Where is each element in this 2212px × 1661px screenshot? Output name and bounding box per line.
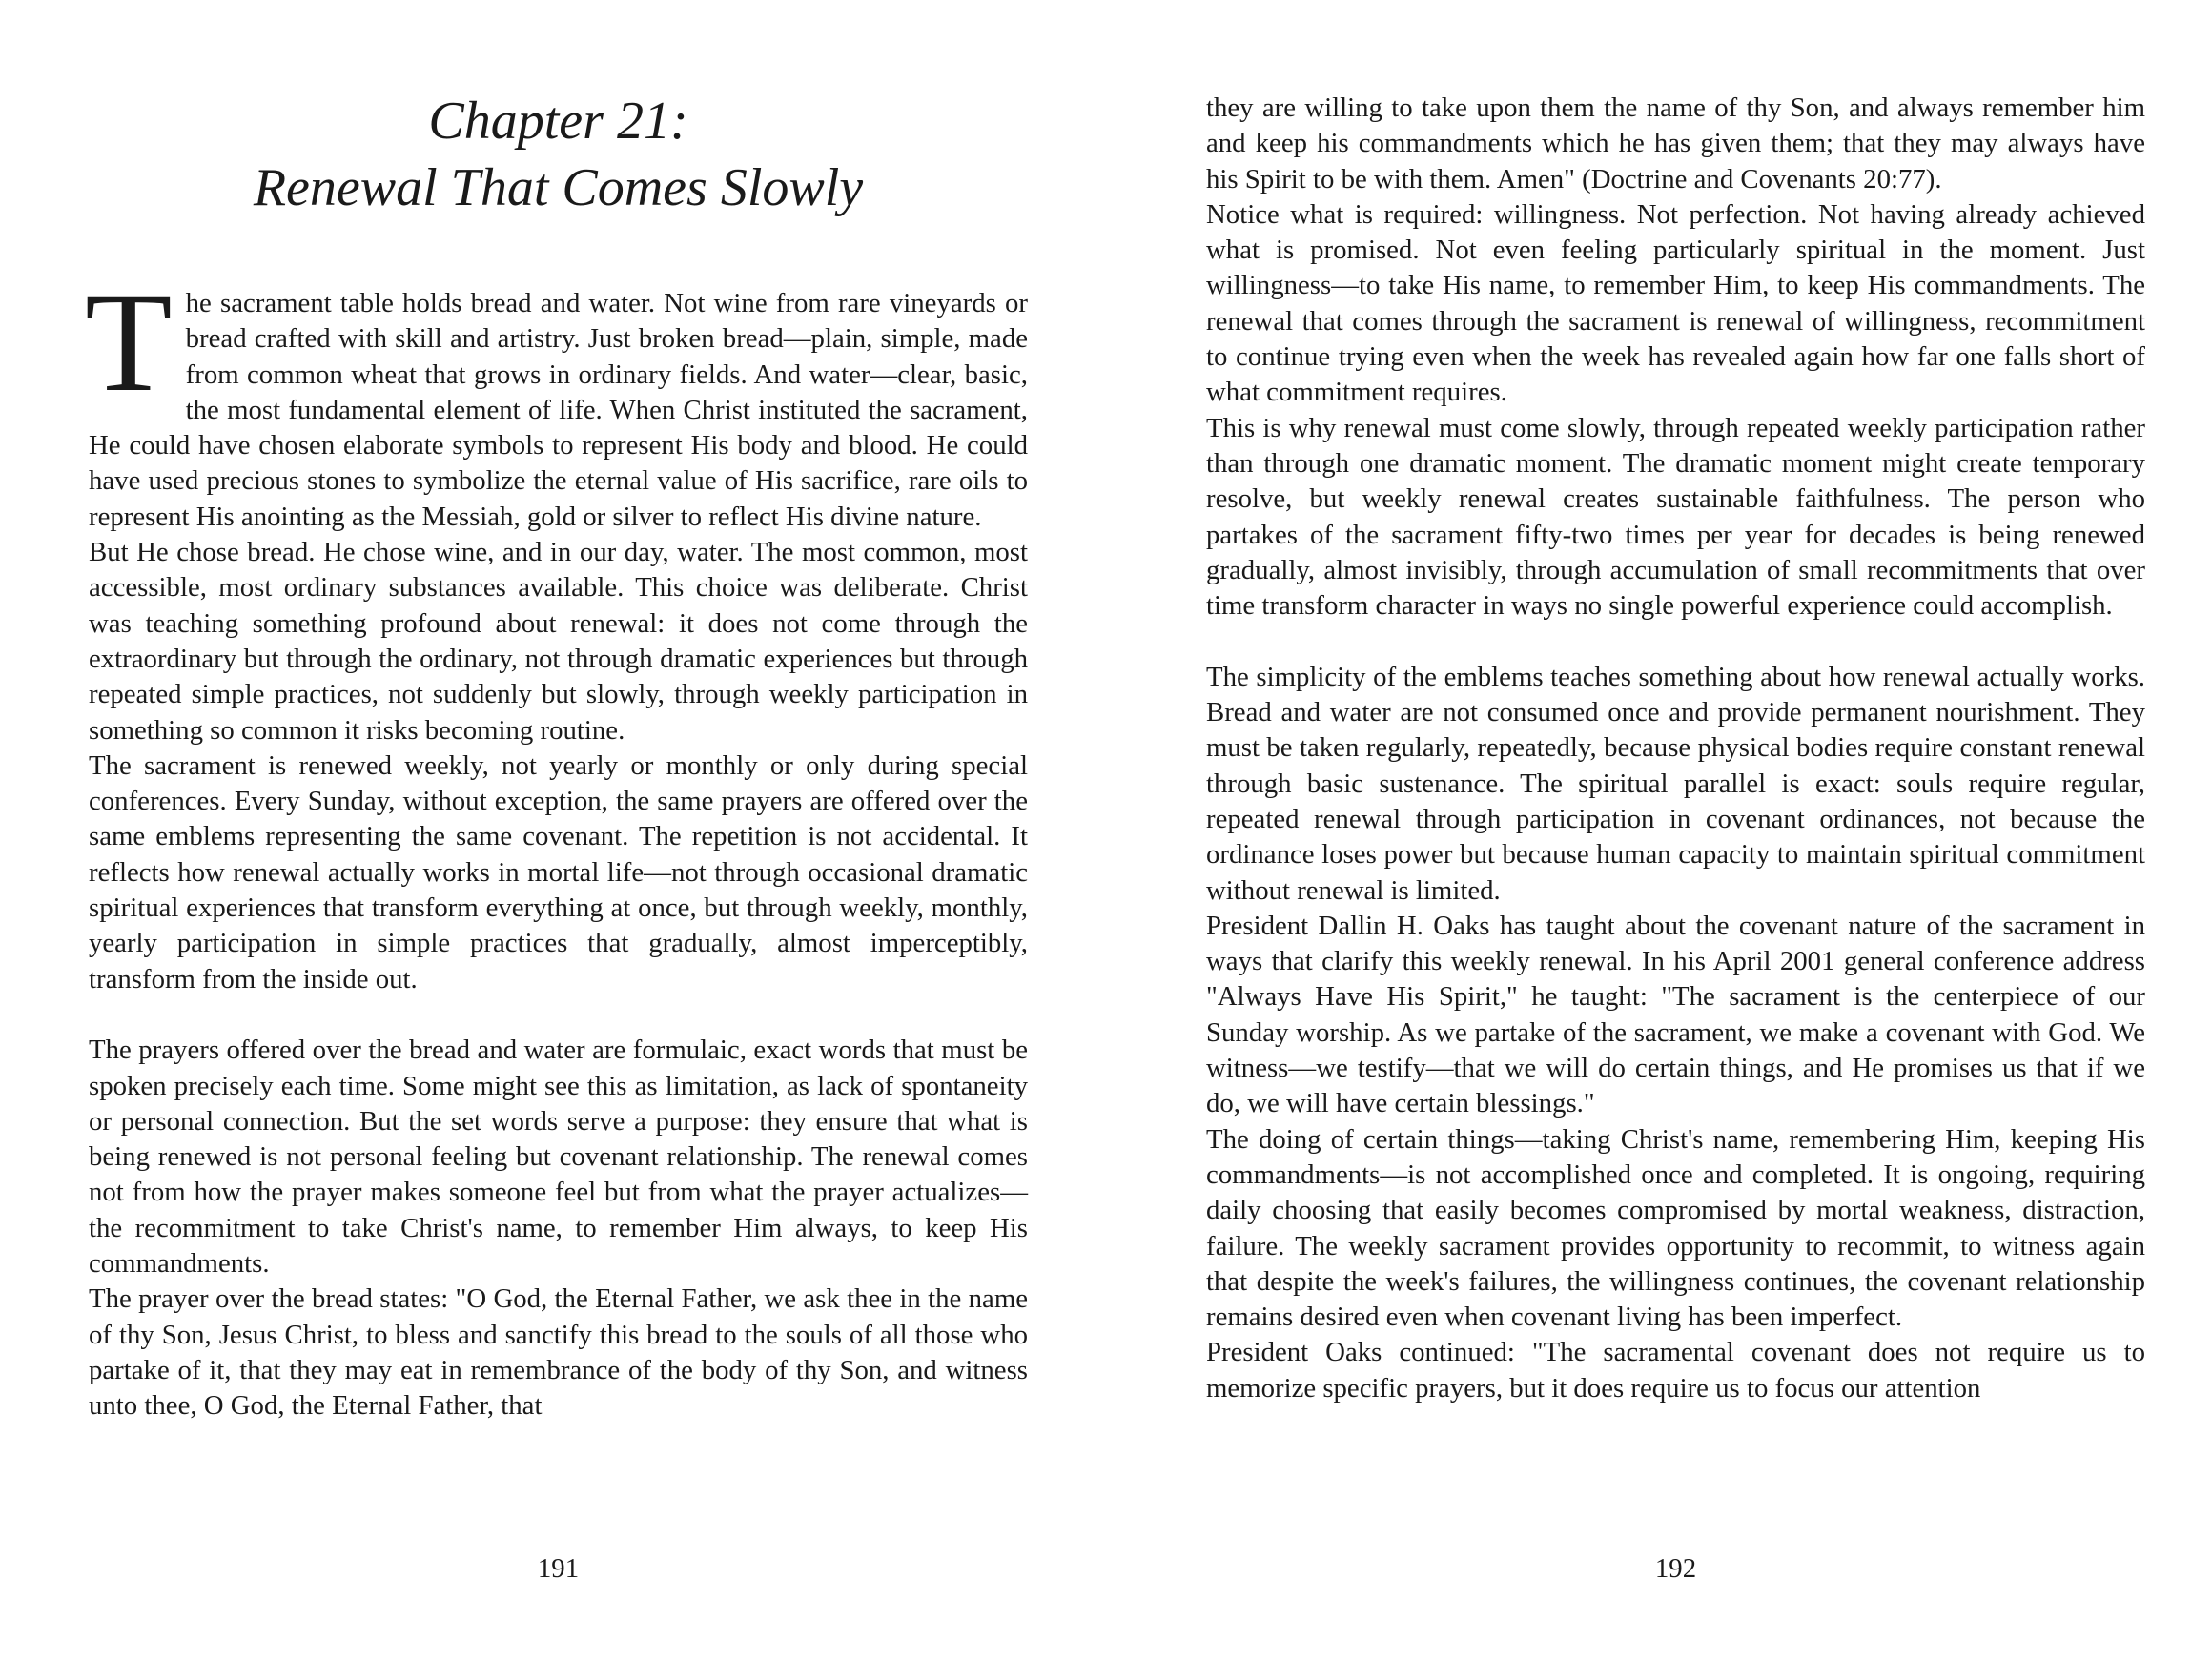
paragraph: The simplicity of the emblems teaches something about how renewal actually works. Bread and water are not consumed once and provide permanent nourishment. They must be taken regularly, repeatedly, because physical bodies require constant renewal through basic sustenance. The spiritual parallel is exact: souls require regular, repeated renewal through participation in covenant ordinances, not because the ordinance loses power but because human capacity to maintain spiritual commitment without renewal is limited. [1206,661,2145,906]
paragraph: This is why renewal must come slowly, through repeated weekly participation rather than through one dramatic moment. The dramatic moment might create temporary resolve, but weekly renewal creates sustainable faithfulness. The person who partakes of the sacrament fifty-two times per year for decades is being renewed gradually, almost invisibly, through accumulation of small recommitments that over time transform character in ways no single powerful experience could accomplish. [1206,412,2145,622]
paragraph [85,263,1028,535]
right-page [1206,0,2145,1661]
paragraph: President Oaks continued: "The sacramental covenant does not require us to memorize specific prayers, but it does require us to focus our attention [1206,1337,2145,1404]
paragraph: But He chose bread. He chose wine, and in our day, water. The most common, most accessible, most ordinary substances available. This choice was deliberate. Christ was teaching something profound about renewal: it does not come through the extraordinary but through the ordinary, not through dramatic experiences but through repeated simple practices, not suddenly but slowly, through weekly participation in something so common it risks becoming routine. [89,537,1028,746]
paragraph: The prayers offered over the bread and water are formulaic, exact words that must be spoken precisely each time. Some might see this as limitation, as lack of spontaneity or personal connection. But the set words serve a purpose: they ensure that what is being renewed is not personal feeling but covenant relationship. The renewal comes not from how the prayer makes someone feel but from what the prayer actualizes—the recommitment to take Christ's name, to remember Him always, to keep His commandments. [89,1035,1028,1280]
paragraph: they are willing to take upon them the name of thy Son, and always remember him and keep his commandments which he has given them; that they may always have his Spirit to be with them. Amen" (Doctrine and Covenants 20:77). [1206,92,2145,195]
paragraph: The doing of certain things—taking Christ's name, remembering Him, keeping His commandments—is not accomplished once and completed. It is ongoing, requiring daily choosing that easily becomes compromised by mortal weakness, distraction, failure. The weekly sacrament provides opportunity to recommit, to witness again that despite the week's failures, the willingness continues, the covenant relationship remains desired even when covenant living has been imperfect. [1206,1123,2145,1333]
paragraph: The sacrament is renewed weekly, not yearly or monthly or only during special conferences. Every Sunday, without exception, the same prayers are offered over the same emblems representing the same covenant. The repetition is not accidental. It reflects how renewal actually works in mortal life—not through occasional dramatic spiritual experiences that transform everything at once, but through weekly, monthly, yearly participation in simple practices that gradually, almost imperceptibly, transform from the inside out. [89,749,1028,995]
paragraph: President Dallin H. Oaks has taught about the covenant nature of the sacrament in ways that clarify this weekly renewal. In his April 2001 general conference address "Always Have His Spirit," he taught: "The sacrament is the centerpiece of our Sunday worship. As we partake of the sacrament, we make a covenant with God. We witness—we testify—that we will do certain things, and He promises us that if we do, we will have certain blessings." [1206,910,2145,1119]
left-page [85,0,1028,1661]
paragraph-text: he sacrament table holds bread and water. Not wine from rare vineyards or bread crafted with skill and artistry. Just broken bread—plain, simple, made from common wheat that grows in ordinary fields. And water—clear, basic, the most fundamental element of life. When Christ instituted the sacrament, He could have chosen elaborate symbols to represent His body and blood. He could have used precious stones to symbolize the eternal value of His sacrifice, rare oils to represent His anointing as the Messiah, gold or silver to reflect His divine nature. [89,288,1028,532]
paragraph: Notice what is required: willingness. Not perfection. Not having already achieved what is promised. Not even feeling particularly spiritual in the moment. Just willingness—to take His name, to remember Him, to keep His commandments. The renewal that comes through the sacrament is renewal of willingness, recommitment to continue trying even when the week has revealed again how far one falls short of what commitment requires. [1206,198,2145,408]
drop-cap: T [85,263,173,421]
page-number: 192 [1654,1553,1697,1584]
left-page-body [85,263,1028,1425]
right-page-body [1206,91,2145,1406]
page-number: 191 [537,1553,580,1584]
chapter-number: Chapter 21: [428,92,688,151]
paragraph: The prayer over the bread states: "O God, the Eternal Father, we ask thee in the name of thy Son, Jesus Christ, to bless and sanctify this bread to the souls of all those who partake of it, that they may eat in remembrance of the body of thy Son, and witness unto thee, O God, the Eternal Father, that [89,1283,1028,1422]
chapter-title [89,88,1028,221]
chapter-name: Renewal That Comes Slowly [253,158,864,217]
